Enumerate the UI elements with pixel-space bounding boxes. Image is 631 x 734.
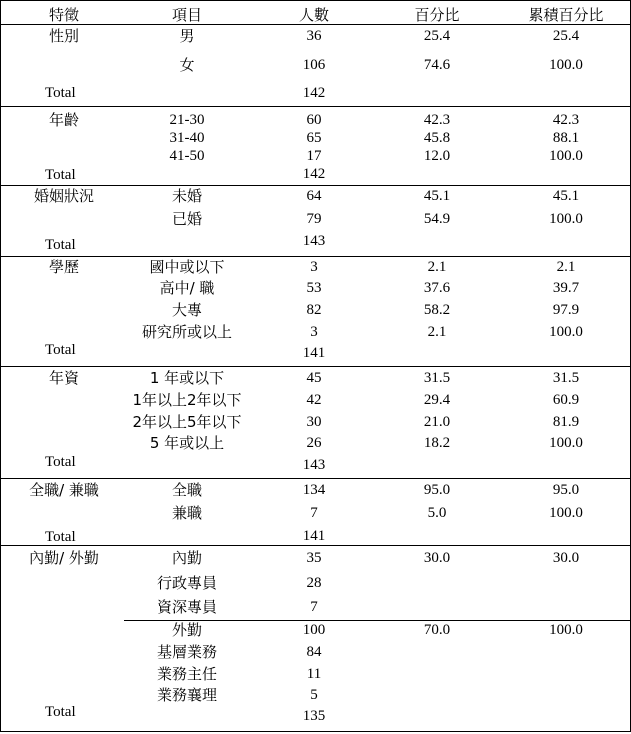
total-count: 142 [302, 85, 326, 101]
row-cumulative: 42.3 [552, 112, 580, 128]
row-cumulative: 100.0 [549, 324, 583, 340]
row-item: 未婚 [171, 187, 203, 205]
row-item: 全職 [171, 481, 203, 499]
row-cumulative: 100.0 [549, 435, 583, 451]
total-count: 143 [302, 457, 326, 473]
total-label: Total [45, 237, 76, 253]
row-percent: 70.0 [423, 622, 451, 638]
row-count: 60 [306, 112, 322, 128]
row-cumulative: 100.0 [549, 148, 583, 164]
row-cumulative: 95.0 [552, 482, 580, 498]
row-item: 行政專員 [156, 574, 218, 592]
group-label-work-location: 內勤/ 外勤 [29, 549, 99, 567]
group-divider [0, 478, 631, 479]
row-percent: 30.0 [423, 550, 451, 566]
group-label-seniority: 年資 [48, 369, 80, 387]
row-percent: 2.1 [427, 259, 447, 275]
row-cumulative: 100.0 [549, 57, 583, 73]
row-cumulative: 100.0 [549, 211, 583, 227]
row-cumulative: 25.4 [552, 28, 580, 44]
row-cumulative: 100.0 [549, 505, 583, 521]
row-item: 兼職 [171, 504, 203, 522]
row-cumulative: 2.1 [556, 259, 576, 275]
total-label: Total [45, 342, 76, 358]
row-percent: 74.6 [423, 57, 451, 73]
row-percent: 45.8 [423, 130, 451, 146]
group-divider [0, 185, 631, 186]
header-cumulative-percent: 累積百分比 [528, 6, 604, 24]
total-label: Total [45, 529, 76, 545]
row-count: 11 [306, 666, 322, 682]
row-item: 內勤 [171, 549, 203, 567]
row-item: 國中或以下 [149, 258, 225, 276]
row-percent: 45.1 [423, 188, 451, 204]
row-count: 36 [306, 28, 322, 44]
row-item: 31-40 [169, 130, 205, 146]
group-label-gender: 性別 [48, 27, 80, 45]
row-cumulative: 100.0 [549, 622, 583, 638]
row-count: 30 [306, 414, 322, 430]
row-cumulative: 60.9 [552, 392, 580, 408]
total-count: 142 [302, 166, 326, 182]
group-divider [0, 256, 631, 257]
row-count: 64 [306, 188, 322, 204]
row-percent: 25.4 [423, 28, 451, 44]
row-item: 5 年或以上 [149, 434, 225, 452]
total-label: Total [45, 85, 76, 101]
row-item: 女 [179, 56, 195, 74]
row-percent: 29.4 [423, 392, 451, 408]
header-divider [0, 24, 631, 25]
group-divider [0, 106, 631, 107]
row-count: 42 [306, 392, 322, 408]
row-item: 高中/ 職 [159, 279, 215, 297]
total-count: 135 [302, 708, 326, 724]
row-item: 1 年或以下 [149, 369, 225, 387]
row-count: 106 [302, 57, 326, 73]
row-item: 大專 [171, 301, 203, 319]
row-item: 21-30 [169, 112, 205, 128]
row-percent: 5.0 [427, 505, 447, 521]
row-percent: 37.6 [423, 280, 451, 296]
total-count: 141 [302, 345, 326, 361]
group-label-marital-status: 婚姻狀況 [33, 187, 95, 205]
header-count: 人數 [298, 6, 330, 24]
row-count: 3 [310, 259, 318, 275]
row-percent: 95.0 [423, 482, 451, 498]
group-divider [0, 366, 631, 367]
total-count: 141 [302, 528, 326, 544]
row-count: 45 [306, 370, 322, 386]
row-percent: 18.2 [423, 435, 451, 451]
row-count: 3 [310, 324, 318, 340]
row-count: 65 [306, 130, 322, 146]
row-cumulative: 39.7 [552, 280, 580, 296]
row-count: 134 [302, 482, 326, 498]
group-label-employment-type: 全職/ 兼職 [29, 481, 99, 499]
row-count: 17 [306, 148, 322, 164]
row-count: 35 [306, 550, 322, 566]
row-percent: 12.0 [423, 148, 451, 164]
row-item: 基層業務 [156, 643, 218, 661]
row-item: 業務襄理 [156, 686, 218, 704]
total-count: 143 [302, 233, 326, 249]
row-item: 外勤 [171, 621, 203, 639]
total-label: Total [45, 454, 76, 470]
row-cumulative: 97.9 [552, 302, 580, 318]
row-item: 男 [179, 27, 195, 45]
row-count: 26 [306, 435, 322, 451]
row-item: 41-50 [169, 148, 205, 164]
row-cumulative: 81.9 [552, 414, 580, 430]
row-percent: 21.0 [423, 414, 451, 430]
row-cumulative: 31.5 [552, 370, 580, 386]
row-item: 已婚 [171, 210, 203, 228]
total-label: Total [45, 167, 76, 183]
row-item: 業務主任 [156, 665, 218, 683]
row-count: 100 [302, 622, 326, 638]
row-count: 53 [306, 280, 322, 296]
row-count: 7 [310, 505, 318, 521]
row-percent: 58.2 [423, 302, 451, 318]
total-label: Total [45, 704, 76, 720]
row-cumulative: 30.0 [552, 550, 580, 566]
row-count: 82 [306, 302, 322, 318]
group-label-age: 年齡 [48, 111, 80, 129]
row-item: 2年以上5年以下 [132, 413, 242, 431]
row-count: 84 [306, 644, 322, 660]
row-count: 5 [310, 687, 318, 703]
row-percent: 2.1 [427, 324, 447, 340]
row-percent: 42.3 [423, 112, 451, 128]
row-cumulative: 45.1 [552, 188, 580, 204]
row-count: 7 [310, 599, 318, 615]
row-count: 28 [306, 575, 322, 591]
group-divider [0, 545, 631, 546]
group-label-education: 學歷 [48, 258, 80, 276]
header-feature: 特徵 [48, 6, 80, 24]
header-percent: 百分比 [414, 6, 460, 24]
row-item: 1年以上2年以下 [132, 391, 242, 409]
table-top-border [0, 0, 631, 1]
table-bottom-border [0, 731, 631, 732]
row-count: 79 [306, 211, 322, 227]
header-item: 項目 [171, 6, 203, 24]
row-item: 資深專員 [156, 598, 218, 616]
row-cumulative: 88.1 [552, 130, 580, 146]
row-percent: 31.5 [423, 370, 451, 386]
row-percent: 54.9 [423, 211, 451, 227]
row-item: 研究所或以上 [141, 323, 233, 341]
